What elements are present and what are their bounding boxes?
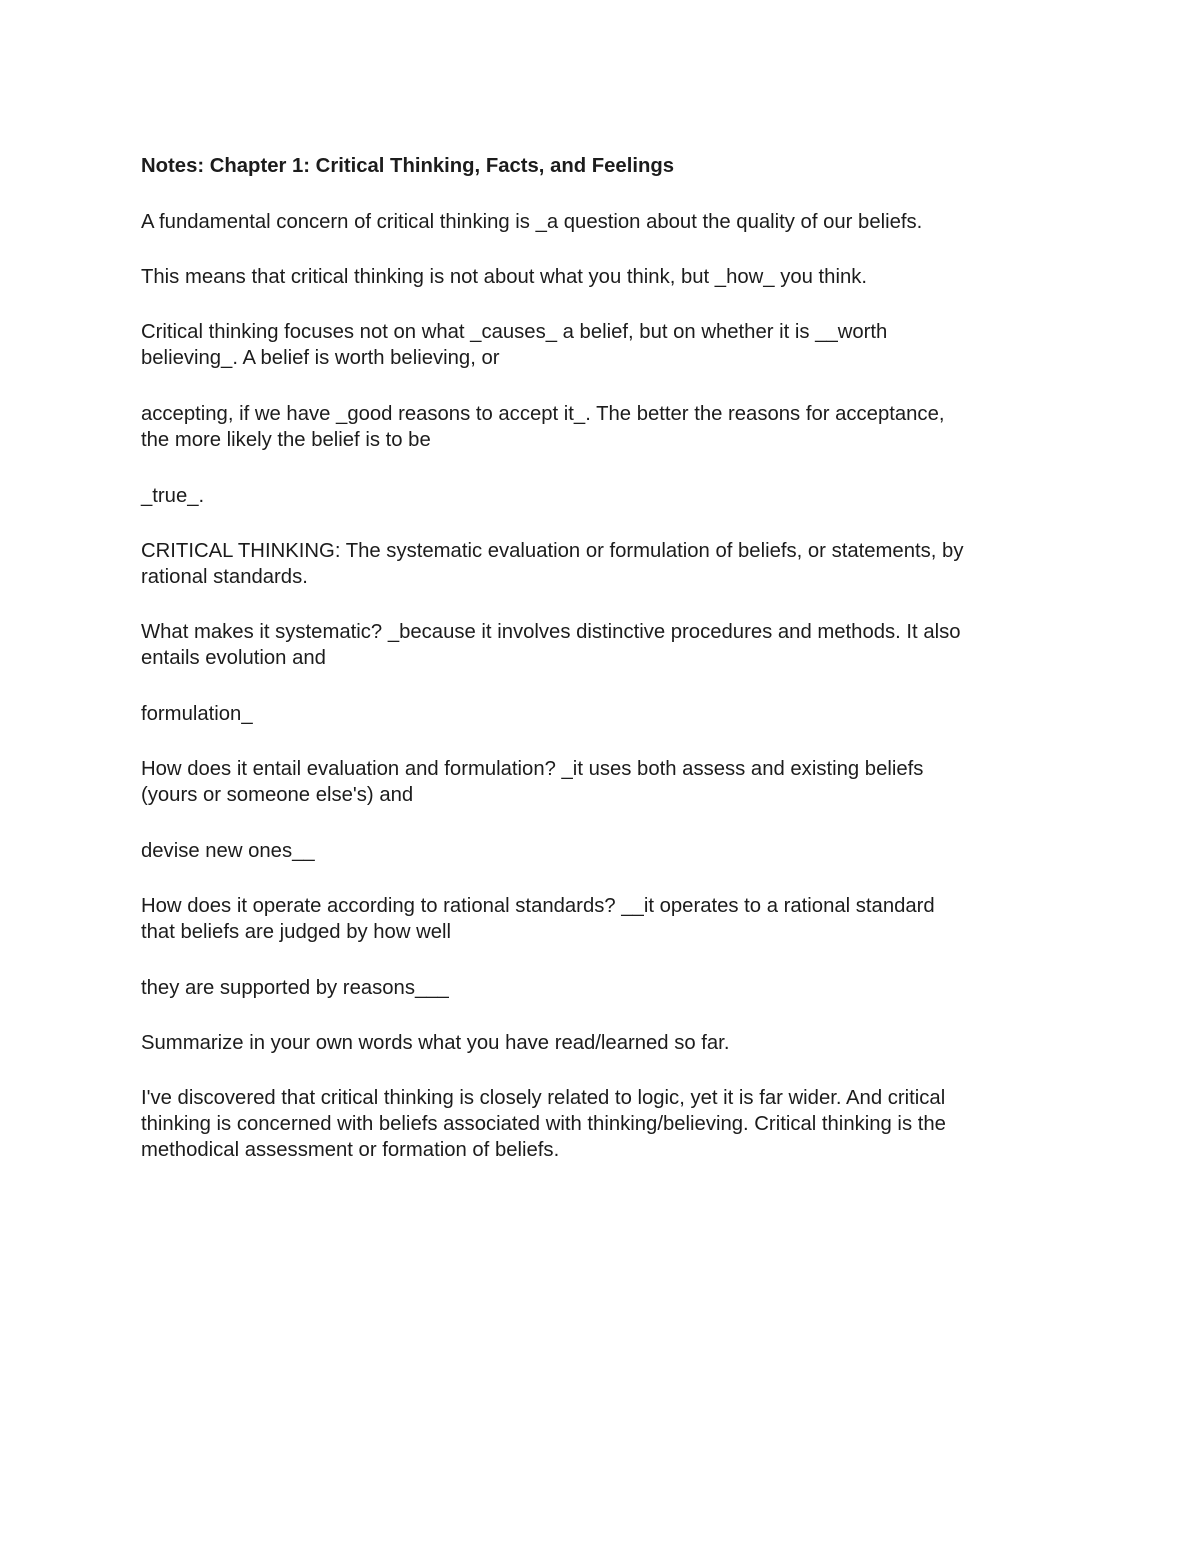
paragraph-line: devise new ones__ <box>141 840 315 862</box>
paragraph-line: believing_. A belief is worth believing, or <box>141 347 500 369</box>
paragraph-line: This means that critical thinking is not about what you think, but _how_ you think. <box>141 266 868 288</box>
paragraph-line: thinking is concerned with beliefs associated with thinking/believing. Critical thinking is the <box>141 1113 946 1135</box>
paragraph-line: How does it entail evaluation and formulation? _it uses both assess and existing beliefs <box>141 758 924 780</box>
paragraph-line: I've discovered that critical thinking is closely related to logic, yet it is far wider. And critical <box>141 1087 946 1109</box>
paragraph-line: the more likely the belief is to be <box>141 429 431 451</box>
paragraph-line: A fundamental concern of critical thinking is _a question about the quality of our beliefs. <box>141 211 923 233</box>
page-title: Notes: Chapter 1: Critical Thinking, Facts, and Feelings <box>141 155 675 177</box>
paragraph-line: formulation_ <box>141 703 253 725</box>
paragraph-line: they are supported by reasons___ <box>141 977 449 999</box>
paragraph-line: CRITICAL THINKING: The systematic evaluation or formulation of beliefs, or statements, by <box>141 540 964 562</box>
paragraph-line: How does it operate according to rational standards? __it operates to a rational standard <box>141 895 935 917</box>
paragraph-line: rational standards. <box>141 566 308 588</box>
paragraph-line: _true_. <box>141 485 205 507</box>
paragraph-line: What makes it systematic? _because it involves distinctive procedures and methods. It also <box>141 621 961 643</box>
paragraph-line: entails evolution and <box>141 647 326 669</box>
paragraph-line: accepting, if we have _good reasons to accept it_. The better the reasons for acceptance, <box>141 403 945 425</box>
paragraph-line: (yours or someone else's) and <box>141 784 414 806</box>
paragraph-line: Critical thinking focuses not on what _causes_ a belief, but on whether it is __worth <box>141 321 888 343</box>
paragraph-line: methodical assessment or formation of beliefs. <box>141 1139 560 1161</box>
paragraph-line: Summarize in your own words what you have read/learned so far. <box>141 1032 730 1054</box>
paragraph-line: that beliefs are judged by how well <box>141 921 452 943</box>
